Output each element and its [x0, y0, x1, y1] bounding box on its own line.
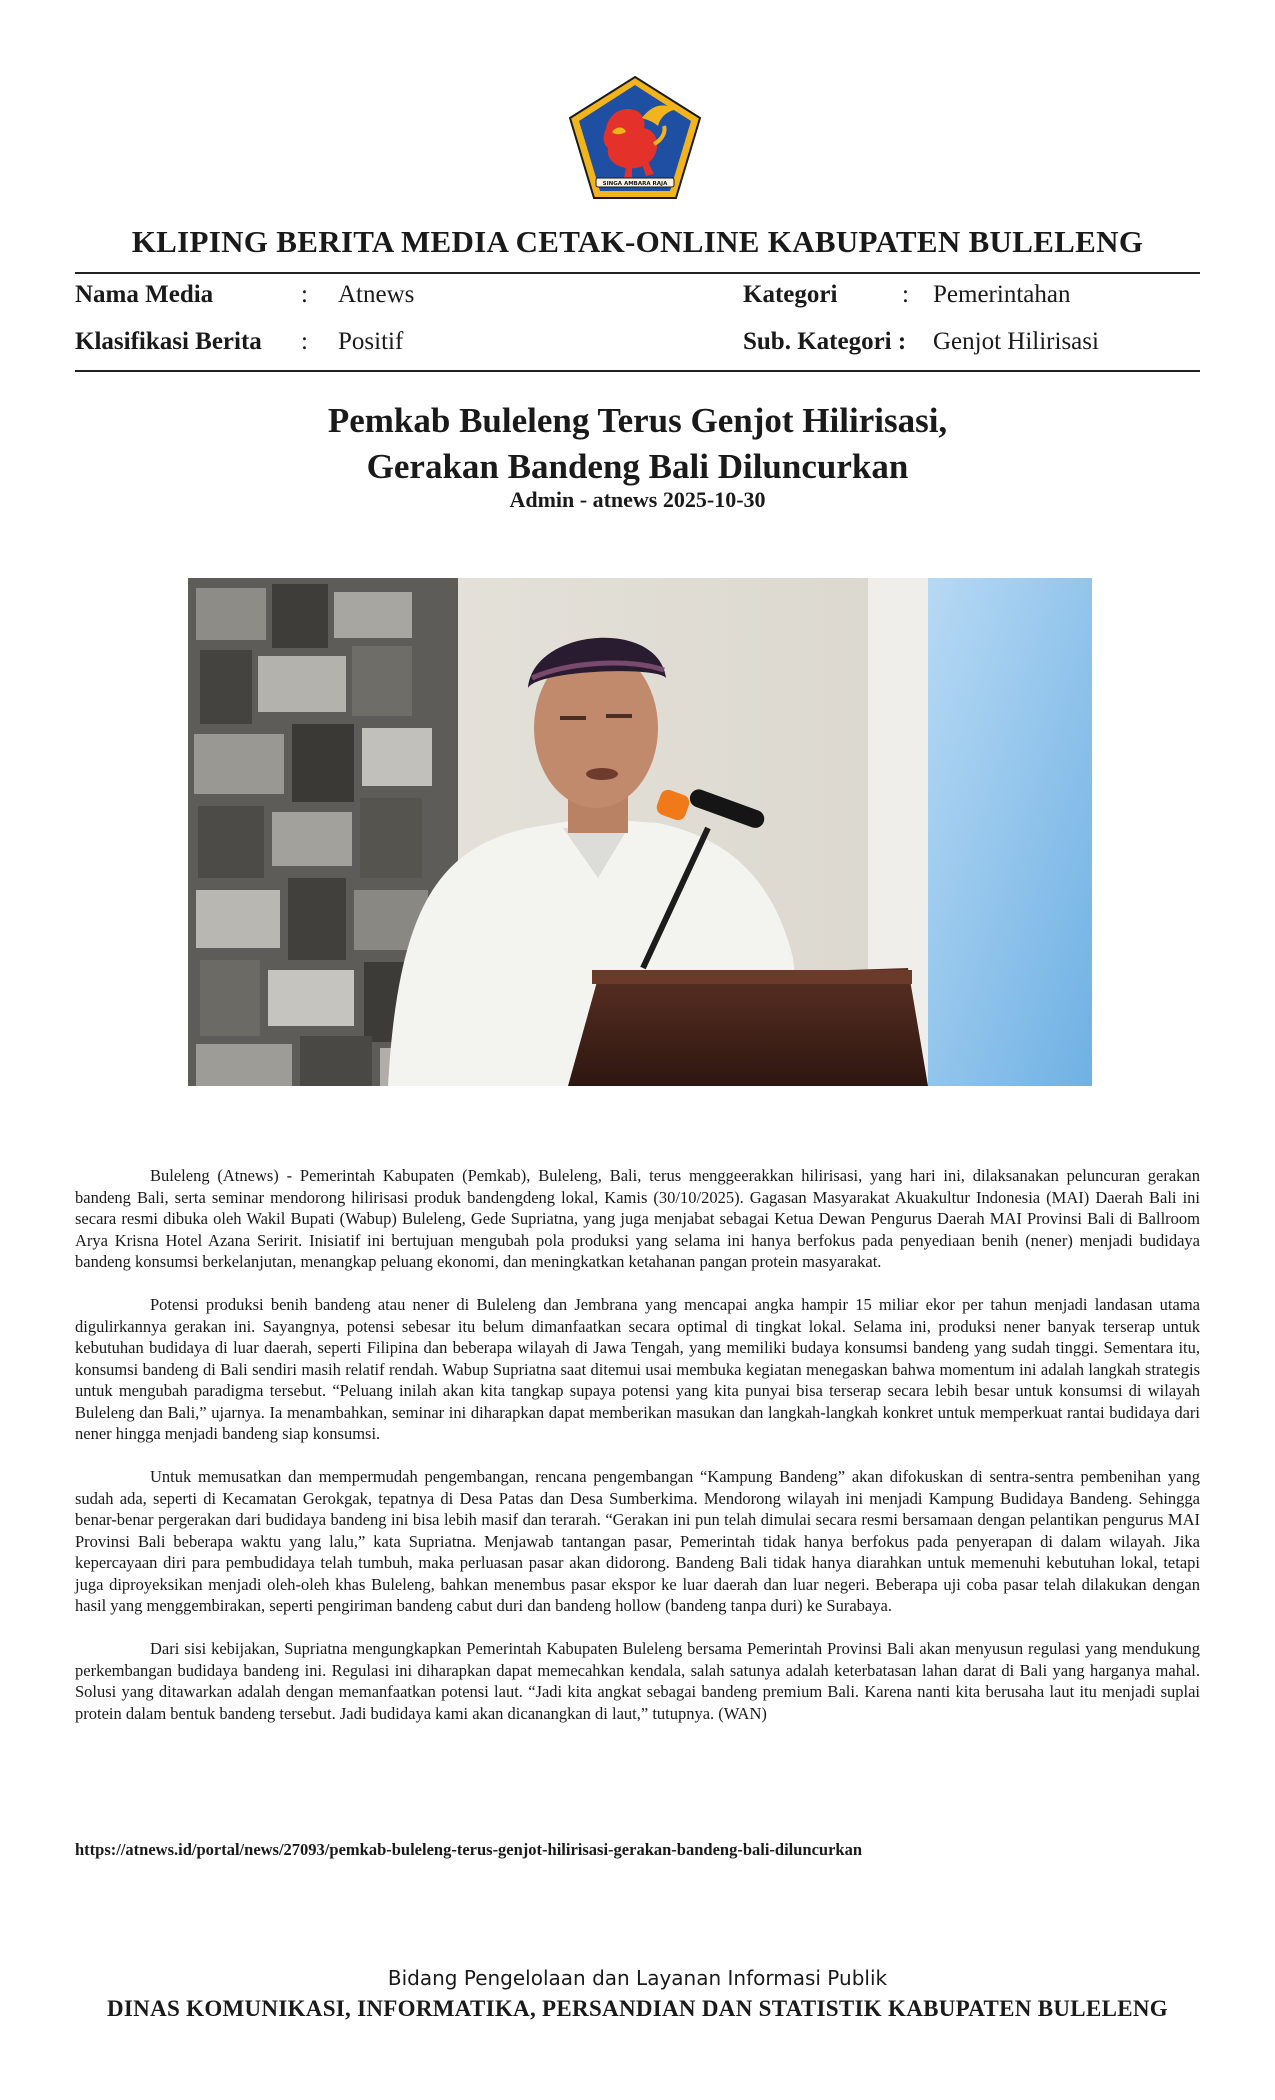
article-photo — [188, 578, 1092, 1086]
buleleng-regency-emblem — [566, 74, 704, 202]
emblem-motto: SINGA AMBARA RAJA — [602, 181, 668, 187]
article-paragraph: Untuk memusatkan dan mempermudah pengembangan, rencana pengembangan “Kampung Bandeng” akan difokuskan di sentra-sentra pembenihan yang sudah ada, seperti di Kecamatan Gerokgak, tepatnya di Desa Patas dan Desa Sumberkima. Mendorong wilayah ini menjadi Kampung Budidaya Bandeng. Sehingga benar-benar pergerakan dari budidaya bandeng ini bisa lebih masif dan terarah. “Gerakan ini pun telah dimulai secara resmi bersamaan dengan pelantikan pengurus MAI Provinsi Bali beberapa waktu yang lalu,” kata Supriatna. Menjawab tantangan pasar, Pemerintah tidak hanya berfokus pada penyerapan di dalam wilayah. Jika kepercayaan diri para pembudidaya telah tumbuh, maka perluasan pasar akan didorong. Bandeng Bali tidak hanya diarahkan untuk memenuhi kebutuhan lokal, tetapi juga diproyeksikan menjadi oleh-oleh khas Buleleng, bahkan menembus pasar ekspor ke luar daerah dan luar negeri. Beberapa uji coba pasar telah dilakukan dengan hasil yang menggembirakan, seperti pengiriman bandeng cabut duri dan bandeng hollow (bandeng tanpa duri) ke Surabaya. — [75, 1467, 1200, 1615]
classification-label: Klasifikasi Berita — [75, 328, 262, 355]
media-name-label: Nama Media — [75, 281, 214, 308]
article-body — [75, 1165, 1200, 1746]
classification-value: Positif — [338, 328, 404, 355]
category-label: Kategori — [743, 281, 838, 308]
subcategory-value: Genjot Hilirisasi — [933, 328, 1099, 355]
article-title-line-1: Pemkab Buleleng Terus Genjot Hilirisasi, — [327, 401, 948, 440]
category-value: Pemerintahan — [933, 281, 1071, 308]
document-header-title: KLIPING BERITA MEDIA CETAK-ONLINE KABUPATEN BULELENG — [131, 224, 1144, 259]
article-paragraph: Dari sisi kebijakan, Supriatna mengungkapkan Pemerintah Kabupaten Buleleng bersama Pemerintah Provinsi Bali akan menyusun regulasi yang mendukung perkembangan budidaya bandeng ini. Regulasi ini diharapkan dapat memecahkan kendala, salah satunya adalah keterbatasan lahan darat di Bali yang harganya mahal. Solusi yang ditawarkan adalah dengan memanfaatkan potensi laut. “Jadi kita angkat sebagai bandeng premium Bali. Karena nanti kita berusaha laut itu menjadi suplai protein dalam bentuk bandeng tersebut. Jadi budidaya kami akan dicanangkan di laut,” tutupnya. (WAN) — [75, 1639, 1200, 1723]
footer-agency: DINAS KOMUNIKASI, INFORMATIKA, PERSANDIAN DAN STATISTIK KABUPATEN BULELENG — [107, 1996, 1168, 2021]
subcategory-label: Sub. Kategori : — [743, 328, 907, 355]
source-url-link[interactable]: https://atnews.id/portal/news/27093/pemkab-buleleng-terus-genjot-hilirisasi-gerakan-bandeng-bali-diluncurkan — [75, 1840, 863, 1859]
media-name-colon: : — [301, 281, 308, 308]
header-divider-top — [75, 272, 1200, 274]
article-title-line-2: Gerakan Bandeng Bali Diluncurkan — [366, 447, 909, 486]
classification-colon: : — [301, 328, 308, 355]
category-colon: : — [902, 281, 909, 308]
blue-banner — [928, 578, 1092, 1086]
media-name-value: Atnews — [338, 281, 415, 308]
footer-division: Bidang Pengelolaan dan Layanan Informasi Publik — [387, 1966, 888, 1990]
podium — [568, 968, 928, 1086]
article-paragraph: Potensi produksi benih bandeng atau nener di Buleleng dan Jembrana yang mencapai angka hampir 15 miliar ekor per tahun menjadi landasan utama digulirkannya gerakan ini. Sayangnya, potensi sebesar itu belum dimanfaatkan secara optimal di tingkat lokal. Selama ini, produksi nener banyak terserap untuk kebutuhan budidaya di luar daerah, seperti Filipina dan beberapa wilayah di Jawa Tengah, yang memiliki budaya konsumsi bandeng yang sudah tinggi. Sementara itu, konsumsi bandeng di Bali sendiri masih relatif rendah. Wabup Supriatna saat ditemui usai membuka kegiatan menegaskan bahwa momentum ini adalah langkah strategis untuk mengubah paradigma tersebut. “Peluang inilah akan kita tangkap supaya potensi yang kita punyai bisa terserap secara lebih besar untuk konsumsi di wilayah Buleleng dan Bali,” ujarnya. Ia menambahkan, seminar ini diharapkan dapat memberikan masukan dan langkah-langkah konkret untuk memperkuat rantai budidaya dari nener hingga menjadi bandeng siap konsumsi. — [75, 1295, 1200, 1443]
article-paragraph: Buleleng (Atnews) - Pemerintah Kabupaten (Pemkab), Buleleng, Bali, terus menggeerakkan hilirisasi, yang hari ini, dilaksanakan peluncuran gerakan bandeng Bali, serta seminar mendorong hilirisasi produk bandengdeng lokal, Kamis (30/10/2025). Gagasan Masyarakat Akuakultur Indonesia (MAI) Daerah Bali ini secara resmi dibuka oleh Wakil Bupati (Wabup) Buleleng, Gede Supriatna, yang juga menjabat sebagai Ketua Dewan Pengurus Daerah MAI Provinsi Bali di Ballroom Arya Krisna Hotel Azana Seririt. Inisiatif ini bertujuan mengubah pola produksi yang selama ini hanya berfokus pada penyediaan benih (nener) menjadi budidaya bandeng konsumsi berkelanjutan, menangkap peluang ekonomi, dan meningkatkan ketahanan pangan protein masyarakat. — [75, 1166, 1200, 1271]
header-divider-bottom — [75, 370, 1200, 372]
article-byline: Admin - atnews 2025-10-30 — [509, 487, 766, 512]
article-title — [0, 398, 1275, 490]
